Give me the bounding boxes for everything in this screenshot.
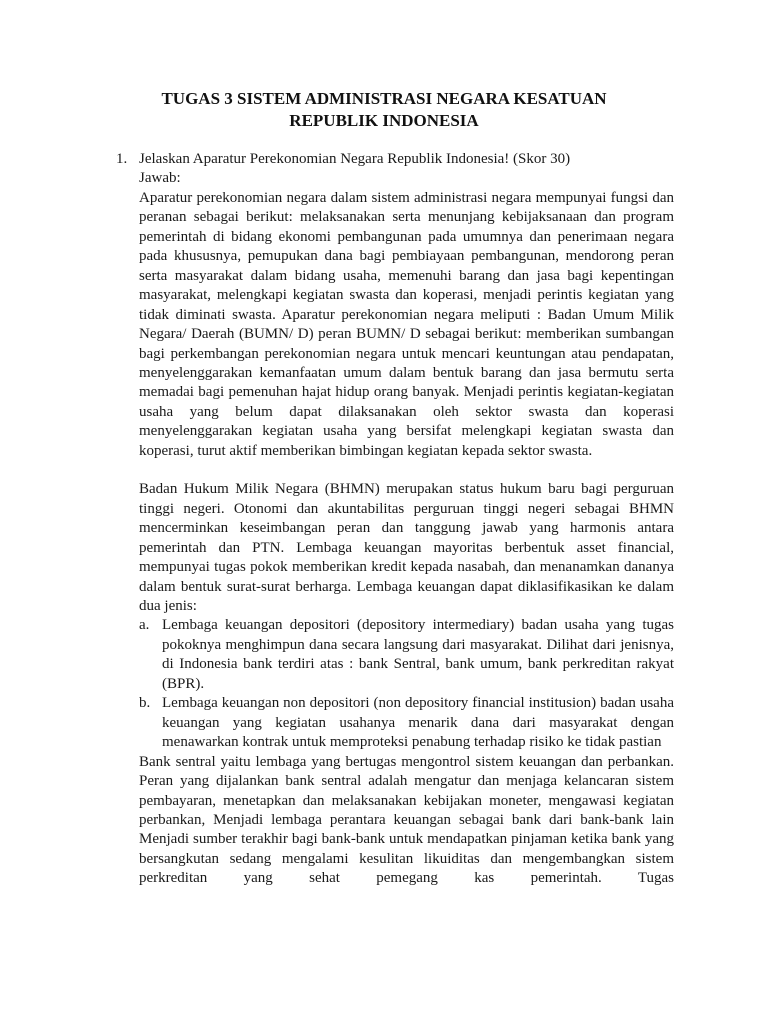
list-item [0, 694, 768, 752]
answer-label: Jawab: [139, 170, 181, 187]
answer-paragraph-2: Badan Hukum Milik Negara (BHMN) merupakan status hukum baru bagi perguruan tinggi negeri. Otonomi dan akuntabilitas perguruan tinggi negeri sebagai BHMN mencerminkan keseimbangan peran dan tanggung jawab yang harmonis antara pemerintah dan PTN. Lembaga keuangan mayoritas berbentuk asset financial, mempunyai tugas pokok memberikan kredit kepada nasabah, dan menanamkan dananya dalam bentuk surat-surat berharga. Lembaga keuangan dapat diklasifikasikan ke dalam dua jenis: [139, 481, 674, 614]
title-line-1: TUGAS 3 SISTEM ADMINISTRASI NEGARA KESATUAN [161, 89, 607, 108]
question-number: 1. [116, 151, 128, 167]
list-item-text: Lembaga keuangan non depositori (non depository financial institusion) badan usaha keuangan yang kegiatan usahanya menarik dana dari masyarakat dengan menawarkan kontrak untuk memproteksi penabung terhadap risiko ke tidak pastian [162, 695, 674, 751]
answer-paragraph-3: Bank sentral yaitu lembaga yang bertugas mengontrol sistem keuangan dan perbankan. Peran yang dijalankan bank sentral adalah mengatur dan menjaga kelancaran sistem pembayaran, menetapkan dan melaksanakan kebijakan moneter, mengawasi kegiatan perbankan, Menjadi lembaga perantara keuangan sebagai bank dari bank-bank lain Menjadi sumber terakhir bagi bank-bank untuk mendapatkan pinjaman ketika bank yang bersangkutan sedang mengalami kesulitan likuiditas dan mengembangkan sistem perkreditan yang sehat pemegang kas pemerintah. Tugas [139, 753, 674, 887]
question-text: Jelaskan Aparatur Perekonomian Negara Republik Indonesia! (Skor 30) [139, 151, 571, 167]
answer-paragraph-1: Aparatur perekonomian negara dalam sistem administrasi negara mempunyai fungsi dan peranan sebagai berikut: melaksanakan serta menunjang kebijaksanaan dan program pemerintah di bidang ekonomi pembangunan pada umumnya dan penerimaan negara pada khususnya, pemupukan dana bagi pembiayaan pembangunan, mendorong peran serta masyarakat dalam bidang usaha, memenuhi barang dan jasa bagi kepentingan masyarakat, melengkapi kegiatan swasta dan koperasi, menjadi perintis kegiatan yang tidak diminati swasta. Aparatur perekonomian negara meliputi : Badan Umum Milik Negara/ Daerah (BUMN/ D) peran BUMN/ D sebagai berikut: memberikan sumbangan bagi perkembangan perekonomian negara untuk mencari keuntungan atau pendapatan, menyelenggarakan kemanfaatan umum dalam bentuk barang dan jasa bermutu serta memadai bagi pemenuhan hajat hidup orang banyak. Menjadi perintis kegiatan-kegiatan usaha yang belum dapat dilaksanakan oleh sektor swasta dan koperasi menyelenggarakan kegiatan usaha yang bersifat melengkapi kegiatan swasta dan koperasi, turut aktif memberikan bimbingan kegiatan kepada sektor swasta. [139, 189, 674, 459]
title-line-2: REPUBLIK INDONESIA [289, 111, 479, 130]
paragraph-gap [0, 461, 768, 480]
list-item [0, 616, 768, 694]
document-title [100, 88, 668, 132]
list-marker: a. [139, 617, 150, 634]
question-item [0, 150, 768, 169]
list-marker: b. [139, 695, 151, 712]
list-item-text: Lembaga keuangan depositori (depository intermediary) badan usaha yang tugas pokoknya menghimpun dana secara langsung dari masyarakat. Dilihat dari jenisnya, di Indonesia bank terdiri atas : bank Sentral, bank umum, bank perkreditan rakyat (BPR). [162, 617, 674, 692]
document-body [0, 150, 768, 889]
